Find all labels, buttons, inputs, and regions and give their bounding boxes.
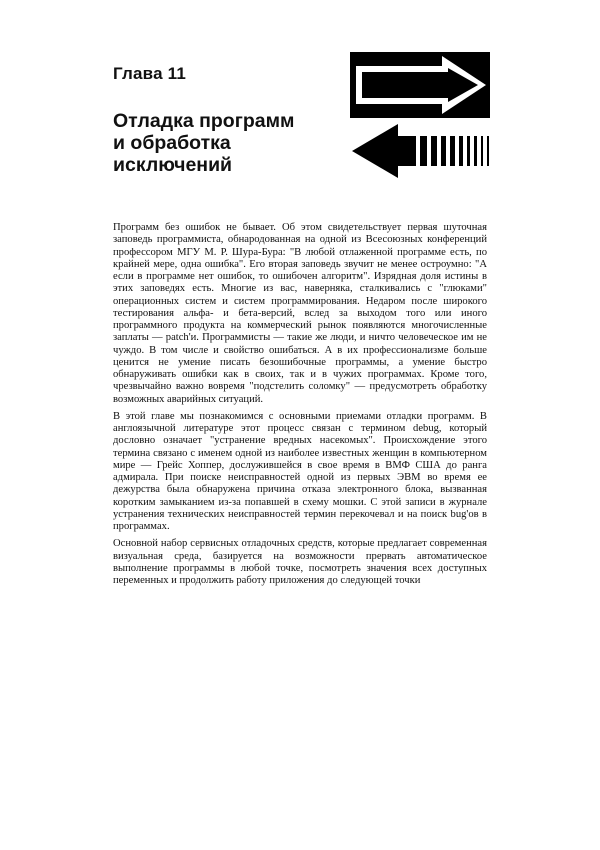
body-paragraph: Основной набор сервисных отладочных средств, которые предлагает современная визуальная среда, базируется на возможности прервать автоматическое выполнение программы в любой точке, посмотреть значения всех доступных переменных и продолжить работу приложения до следующей точки bbox=[113, 538, 487, 586]
chapter-title-line: исключений bbox=[113, 154, 233, 176]
double-arrow-icon bbox=[350, 52, 490, 184]
chapter-title bbox=[113, 110, 323, 176]
chapter-title-line: и обработка bbox=[113, 132, 231, 154]
chapter-number: Глава 11 bbox=[113, 64, 187, 83]
chapter-body bbox=[113, 222, 487, 592]
body-paragraph: Программ без ошибок не бывает. Об этом свидетельствует первая шуточная заповедь программиста, обнародованная на одной из Всесоюзных конференций профессором МГУ М. Р. Шура-Бура: "В любой отлаженной программе есть, по крайней мере, одна ошибка". Его вторая заповедь звучит не менее остроумно: "А если в программе нет ошибок, то ошибочен алгоритм". Изрядная доля истины в этих заповедях есть. Многие из вас, наверняка, сталкивались с "глюками" операционных систем и систем программирования. Недаром после широкого тестирования альфа- и бета-версий, вслед за выходом того или иного программного продукта на коммерческий рынок появляются многочисленные заплаты — patch'и. Программисты — такие же люди, и ничто человеческое им не чуждо. В том числе и свойство ошибаться. А в их профессионализме больше ценится не умение писать безошибочные программы, а умение быстро обнаруживать ошибки как в своих, так и в чужих программах. Кроме того, чрезвычайно важно вовремя "подстелить соломку" — предусмотреть обработку возможных аварийных ситуаций. bbox=[113, 222, 487, 405]
body-paragraph: В этой главе мы познакомимся с основными приемами отладки программ. В англоязычной литературе этот процесс связан с термином debug, который дословно означает "устранение вредных насекомых". Происхождение этого термина связано с именем одной из наиболее известных женщин в компьютерном мире — Грейс Хоппер, дослужившейся в свое время в ВМФ США до ранга адмирала. При поиске неисправностей одной из первых ЭВМ во время ее дежурства была обнаружена причина отказа электронного блока, вызванная коротким замыканием из-за попавшей в схему мошки. С этой записи в журнале устранения технических неисправностей термин перекочевал и на поиск bug'ов в программах. bbox=[113, 410, 487, 532]
chapter-title-line: Отладка программ bbox=[113, 110, 295, 132]
